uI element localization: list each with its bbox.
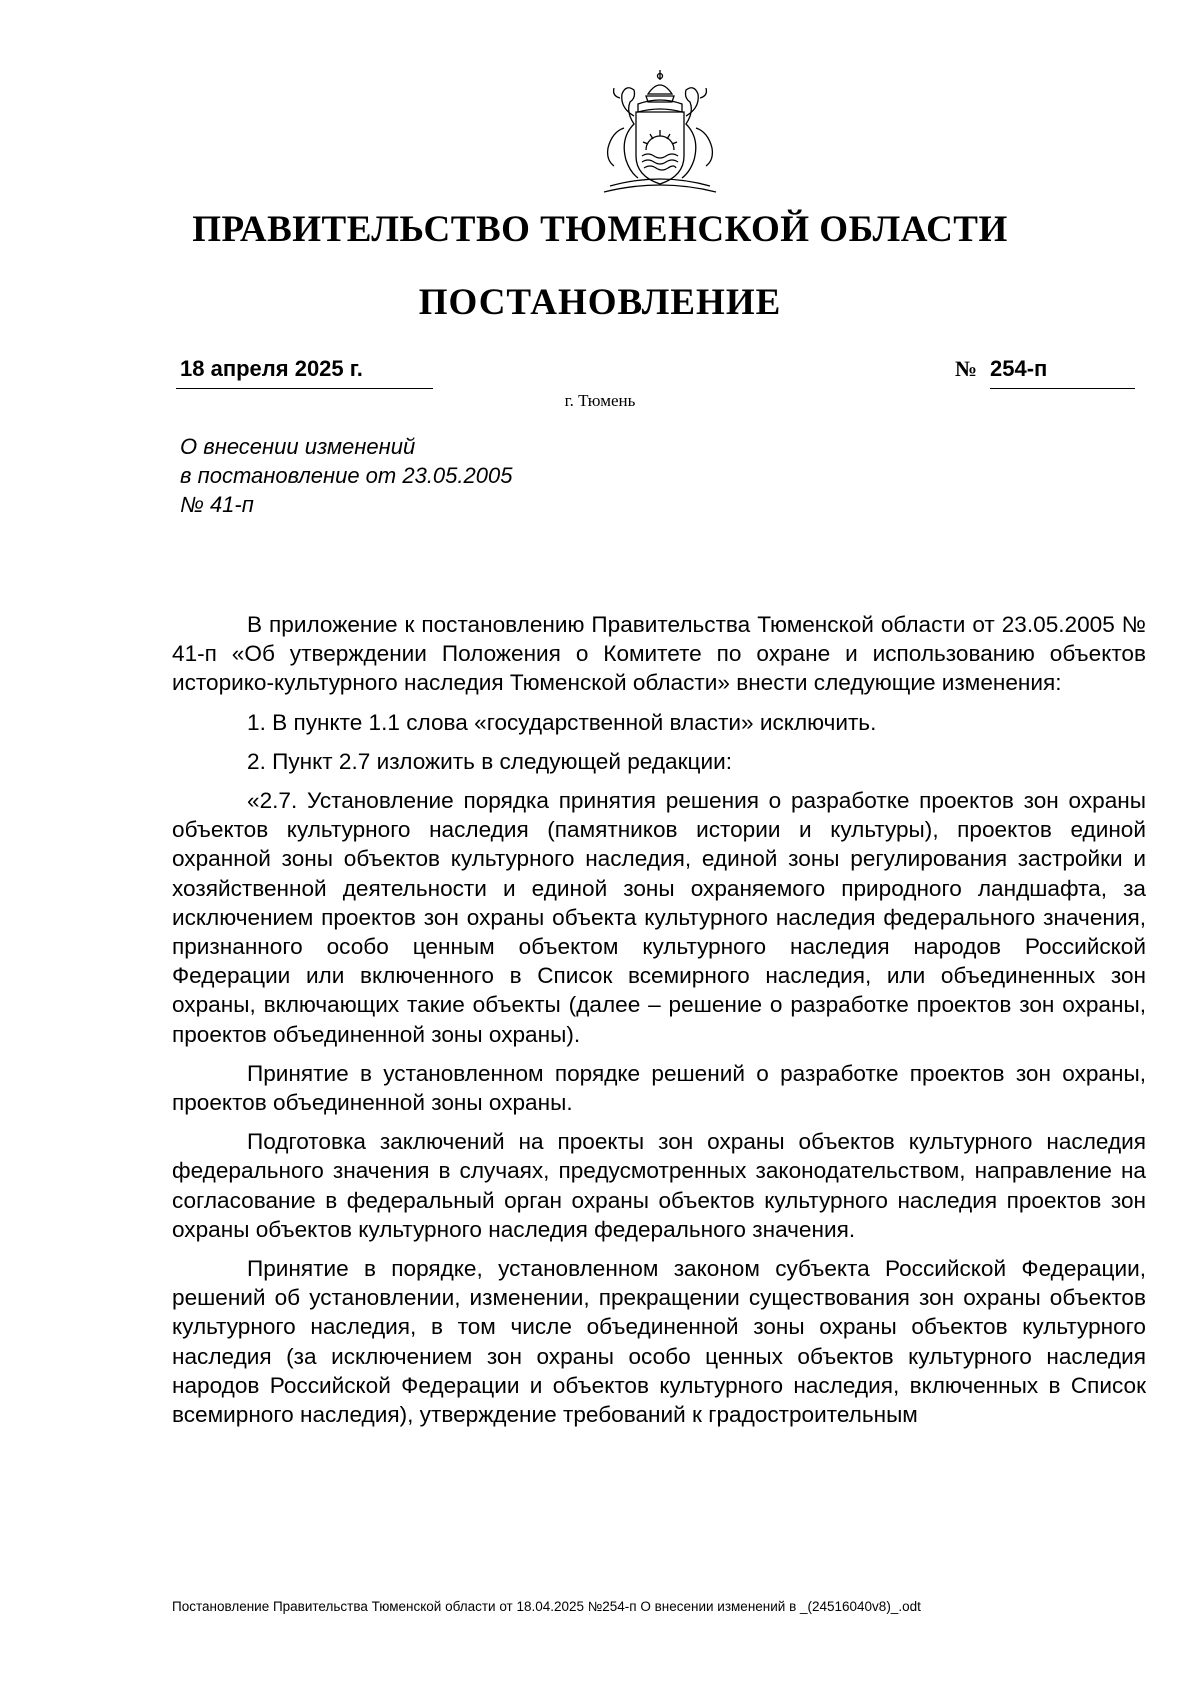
subject-line: № 41-п bbox=[180, 492, 254, 517]
number-sign: № bbox=[955, 356, 978, 381]
body-paragraph: Принятие в порядке, установленном законом субъекта Российской Федерации, решений об установлении, изменении, прекращении существования зон охраны объектов культурного наследия, в том числе объединенной зоны охраны объектов культурного наследия (за исключением зон охраны особо ценных объектов культурного наследия народов Российской Федерации и объектов культурного наследия, включенных в Список всемирного наследия), утверждение требований к градостроительным bbox=[172, 1256, 1146, 1428]
number-underline bbox=[990, 356, 1135, 389]
page-footer: Постановление Правительства Тюменской области от 18.04.2025 №254-п О внесении изменений в _(24516040v8)_.odt bbox=[172, 1599, 921, 1614]
government-title: ПРАВИТЕЛЬСТВО ТЮМЕНСКОЙ ОБЛАСТИ bbox=[192, 209, 1008, 250]
body-paragraph: «2.7. Установление порядка принятия решения о разработке проектов зон охраны объектов культурного наследия (памятников истории и культуры), проектов единой охранной зоны объектов культурного наследия, единой зоны регулирования застройки и хозяйственной деятельности и единой зоны охраняемого природного ландшафта, за исключением проектов зон охраны объекта культурного наследия федерального значения, признанного особо ценным объектом культурного наследия народов Российской Федерации или включенного в Список всемирного наследия, или объединенных зон охраны, включающих такие объекты (далее – решение о разработке проектов зон охраны, проектов объединенной зоны охраны). bbox=[172, 788, 1146, 1047]
document-body bbox=[172, 610, 1146, 1439]
document-date: 18 апреля 2025 г. bbox=[180, 356, 363, 381]
body-paragraph: Подготовка заключений на проекты зон охраны объектов культурного наследия федерального значения в случаях, предусмотренных законодательством, направление на согласование в федеральный орган охраны объектов культурного наследия проектов зон охраны объектов культурного наследия федерального значения. bbox=[172, 1129, 1146, 1242]
body-paragraph: 2. Пункт 2.7 изложить в следующей редакции: bbox=[247, 748, 732, 774]
number-field bbox=[955, 356, 1135, 388]
coat-of-arms-icon bbox=[590, 68, 730, 198]
city-label: г. Тюмень bbox=[564, 391, 636, 410]
subject-line: в постановление от 23.05.2005 bbox=[180, 463, 513, 488]
body-paragraph: Принятие в установленном порядке решений о разработке проектов зон охраны, проектов объединенной зоны охраны. bbox=[172, 1060, 1146, 1116]
subject-line: О внесении изменений bbox=[180, 434, 416, 459]
body-paragraph: 1. В пункте 1.1 слова «государственной власти» исключить. bbox=[247, 709, 877, 735]
date-field bbox=[176, 356, 433, 389]
body-paragraph: В приложение к постановлению Правительства Тюменской области от 23.05.2005 № 41-п «Об утверждении Положения о Комитете по охране и использованию объектов историко-культурного наследия Тюменской области» внести следующие изменения: bbox=[172, 612, 1146, 696]
document-subject bbox=[180, 432, 700, 519]
document-type-title: ПОСТАНОВЛЕНИЕ bbox=[418, 282, 782, 323]
document-number: 254-п bbox=[990, 356, 1048, 381]
